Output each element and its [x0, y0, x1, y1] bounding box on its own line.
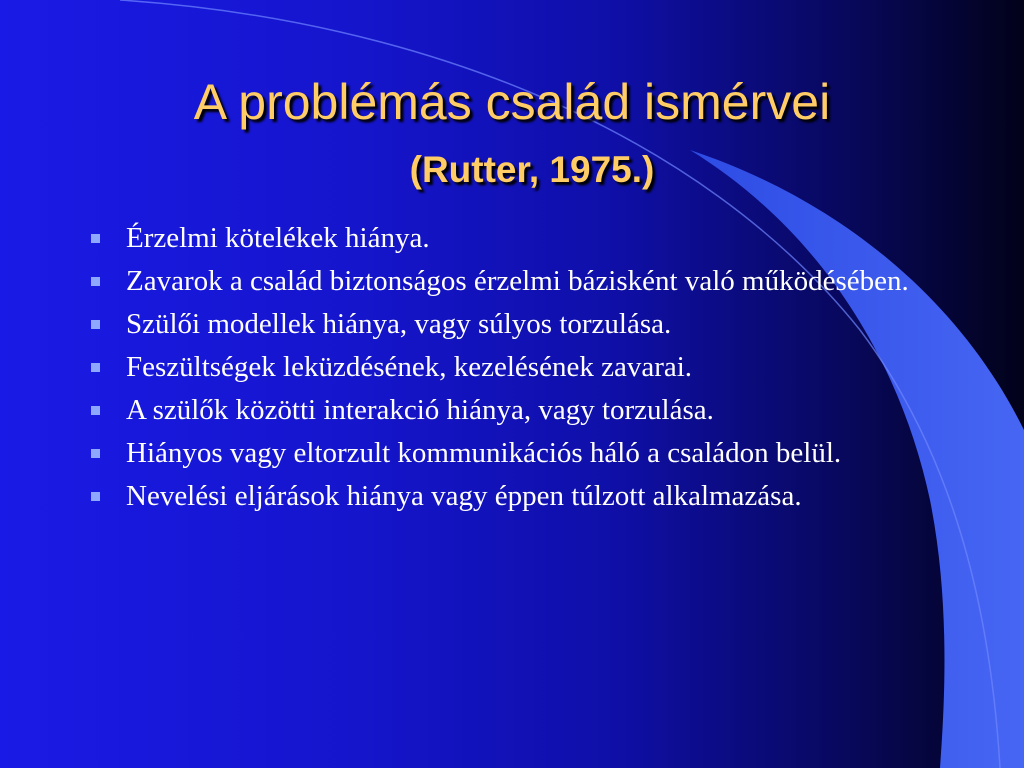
square-bullet-icon: [91, 277, 100, 286]
bullet-text: Feszültségek leküzdésének, kezelésének zavarai.: [126, 351, 693, 383]
bullet-item: [88, 480, 948, 513]
slide-subtitle: (Rutter, 1975.): [409, 149, 655, 190]
bullet-text: A szülők közötti interakció hiánya, vagy torzulása.: [126, 394, 714, 426]
bullet-item: [88, 394, 948, 427]
bullet-item: [88, 437, 948, 470]
bullet-text: Nevelési eljárások hiánya vagy éppen túlzott alkalmazása.: [126, 480, 802, 512]
square-bullet-icon: [91, 363, 100, 372]
square-bullet-icon: [91, 492, 100, 501]
bullet-text: Érzelmi kötelékek hiánya.: [126, 222, 430, 254]
bullet-item: [88, 308, 948, 341]
bullet-item: [88, 222, 948, 255]
square-bullet-icon: [91, 234, 100, 243]
bullet-text: Szülői modellek hiánya, vagy súlyos torzulása.: [126, 308, 672, 340]
square-bullet-icon: [91, 406, 100, 415]
bullet-list: [88, 222, 948, 523]
square-bullet-icon: [91, 320, 100, 329]
bullet-item: [88, 351, 948, 384]
square-bullet-icon: [91, 449, 100, 458]
slide-title: A problémás család ismérvei: [193, 74, 831, 130]
bullet-text: Hiányos vagy eltorzult kommunikációs háló a családon belül.: [126, 437, 842, 469]
bullet-item: [88, 265, 948, 298]
bullet-text: Zavarok a család biztonságos érzelmi bázisként való működésében.: [126, 265, 909, 297]
